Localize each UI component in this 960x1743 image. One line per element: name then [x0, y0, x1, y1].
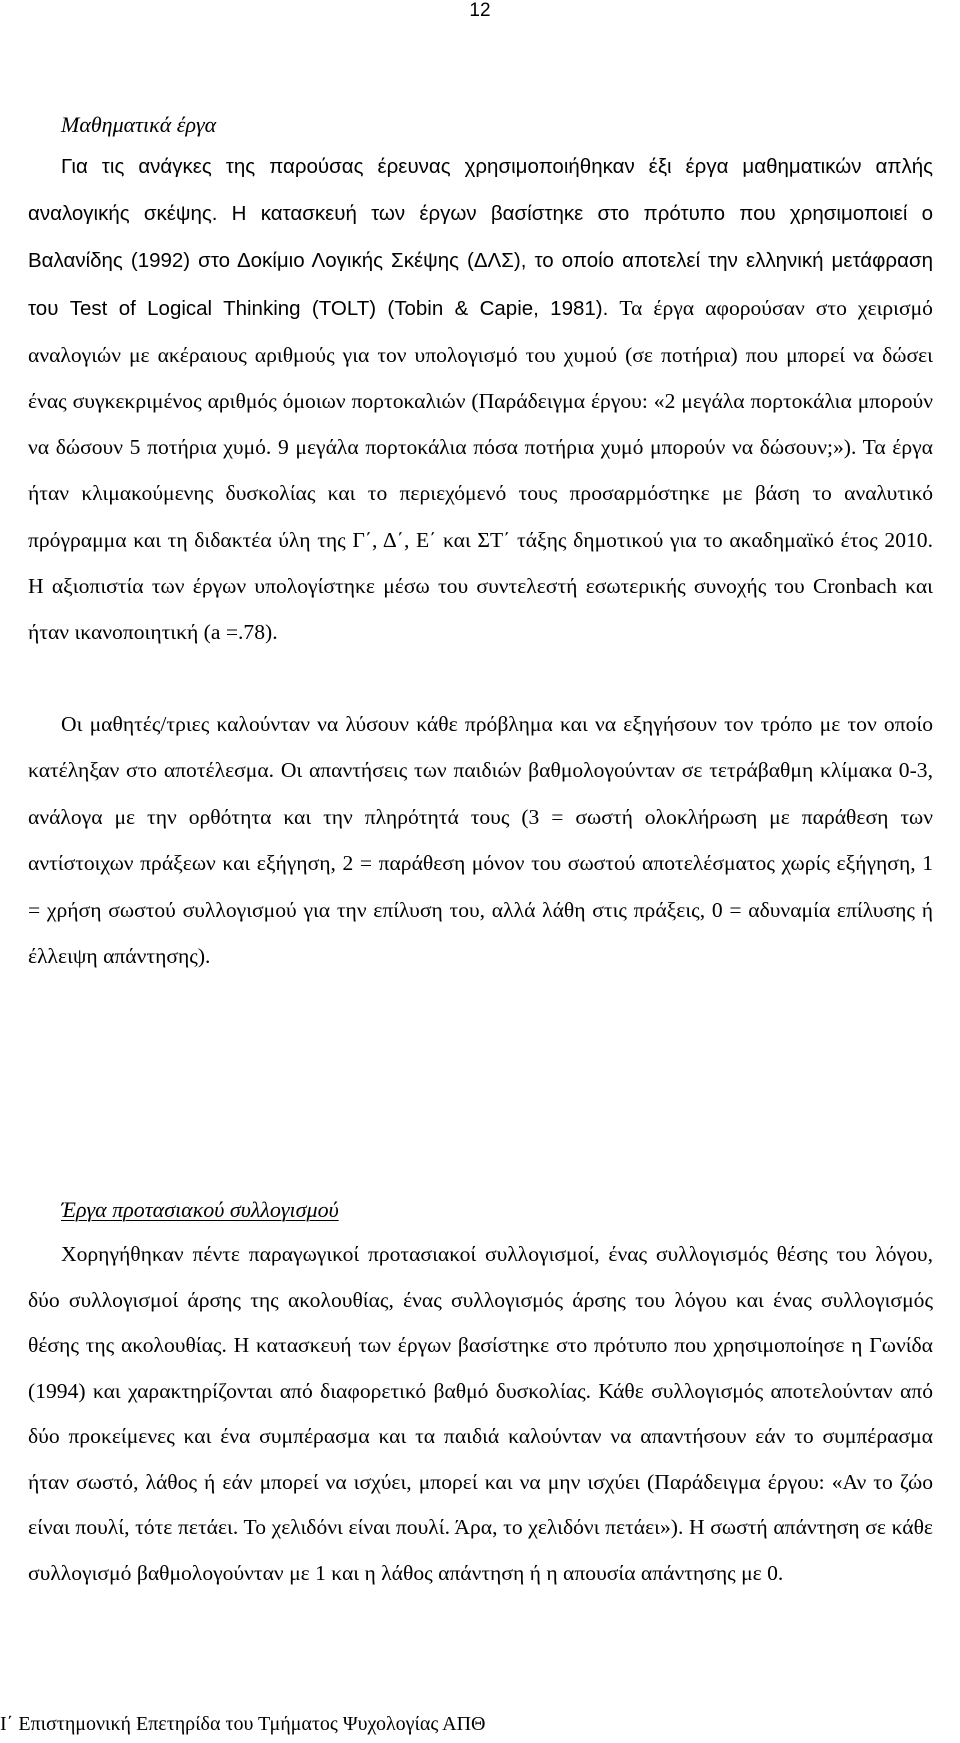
section-heading-math-tasks: Μαθηματικά έργα [61, 112, 217, 137]
paragraph-math-tasks-description [28, 143, 933, 655]
paragraph-math-tasks-scoring: Οι μαθητές/τριες καλούνταν να λύσουν κάθε πρόβλημα και να εξηγήσουν τον τρόπο με τον οποίο κατέληξαν στο αποτέλεσμα. Οι απαντήσεις των παιδιών βαθμολογούνταν σε τετράβαθμη κλίμακα 0-3, ανάλογα με την ορθότητα και την πληρότητά τους (3 = σωστή ολοκλήρωση με παράθεση των αντίστοιχων πράξεων και εξήγηση, 2 = παράθεση μόνον του σωστού αποτελέσματος χωρίς εξήγηση, 1 = χρήση σωστού συλλογισμού για την επίλυση του, αλλά λάθη στις πράξεις, 0 = αδυναμία επίλυσης ή έλλειψη απάντησης). [28, 712, 933, 969]
section-heading-propositional-reasoning: Έργα προτασιακού συλλογισμού [61, 1197, 339, 1222]
page-number: 12 [469, 0, 491, 21]
paragraph-part-details: Τα έργα αφορούσαν στο χειρισμό αναλογιών με ακέραιους αριθμούς για τον υπολογισμό του χυμού (σε ποτήρια) που μπορεί να δώσει ένας συγκεκριμένος αριθμός όμοιων πορτοκαλιών (Παράδειγμα έργου: «2 μεγάλα πορτοκάλια μπορούν να δώσουν 5 ποτήρια χυμό. 9 μεγάλα πορτοκάλια πόσα ποτήρια χυμό μπορούν να δώσουν;»). Τα έργα ήταν κλιμακούμενης δυσκολίας και το περιεχόμενό τους προσαρμόστηκε με βάση το αναλυτικό πρόγραμμα και τη διδακτέα ύλη της Γ΄, Δ΄, Ε΄ και ΣΤ΄ τάξης δημοτικού για το ακαδημαϊκό έτος 2010. Η αξιοπιστία των έργων υπολογίστηκε μέσω του συντελεστή εσωτερικής συνοχής του Cronbach και ήταν ικανοποιητική (a =.78). [28, 295, 933, 645]
paragraph-propositional-reasoning: Χορηγήθηκαν πέντε παραγωγικοί προτασιακοί συλλογισμοί, ένας συλλογισμός θέσης του λόγου, δύο συλλογισμοί άρσης της ακολουθίας, ένας συλλογισμός άρσης του λόγου και ένας συλλογισμός θέσης της ακολουθίας. Η κατασκευή των έργων βασίστηκε στο πρότυπο που χρησιμοποίησε η Γωνίδα (1994) και χαρακτηρίζονται από διαφορετικό βαθμό δυσκολίας. Κάθε συλλογισμός αποτελούνταν από δύο προκείμενες και ένα συμπέρασμα και τα παιδιά καλούνταν να απαντήσουν εάν το συμπέρασμα ήταν σωστό, λάθος ή εάν μπορεί να ισχύει, μπορεί και να μην ισχύει (Παράδειγμα έργου: «Αν το ζώο είναι πουλί, τότε πετάει. Το χελιδόνι είναι πουλί. Άρα, το χελιδόνι πετάει»). Η σωστή απάντηση σε κάθε συλλογισμό βαθμολογούνταν με 1 και η λάθος απάντηση ή η απουσία απάντησης με 0. [28, 1242, 933, 1585]
paragraph-part-intro: Για τις ανάγκες της παρούσας έρευνας χρησιμοποιήθηκαν έξι έργα μαθηματικών απλής αναλογικής σκέψης. Η κατασκευή των έργων βασίστηκε στο πρότυπο που χρησιμοποιεί ο Βαλανίδης (1992) στο Δοκίμιο Λογικής Σκέψης (ΔΛΣ), το οποίο αποτελεί την ελληνική μετάφραση του Test of Logical Thinking (TOLT) (Tobin & Capie, 1981). [28, 155, 933, 320]
page-footer: Ι΄ Επιστημονική Επετηρίδα του Τμήματος Ψυχολογίας ΑΠΘ [0, 1713, 486, 1735]
